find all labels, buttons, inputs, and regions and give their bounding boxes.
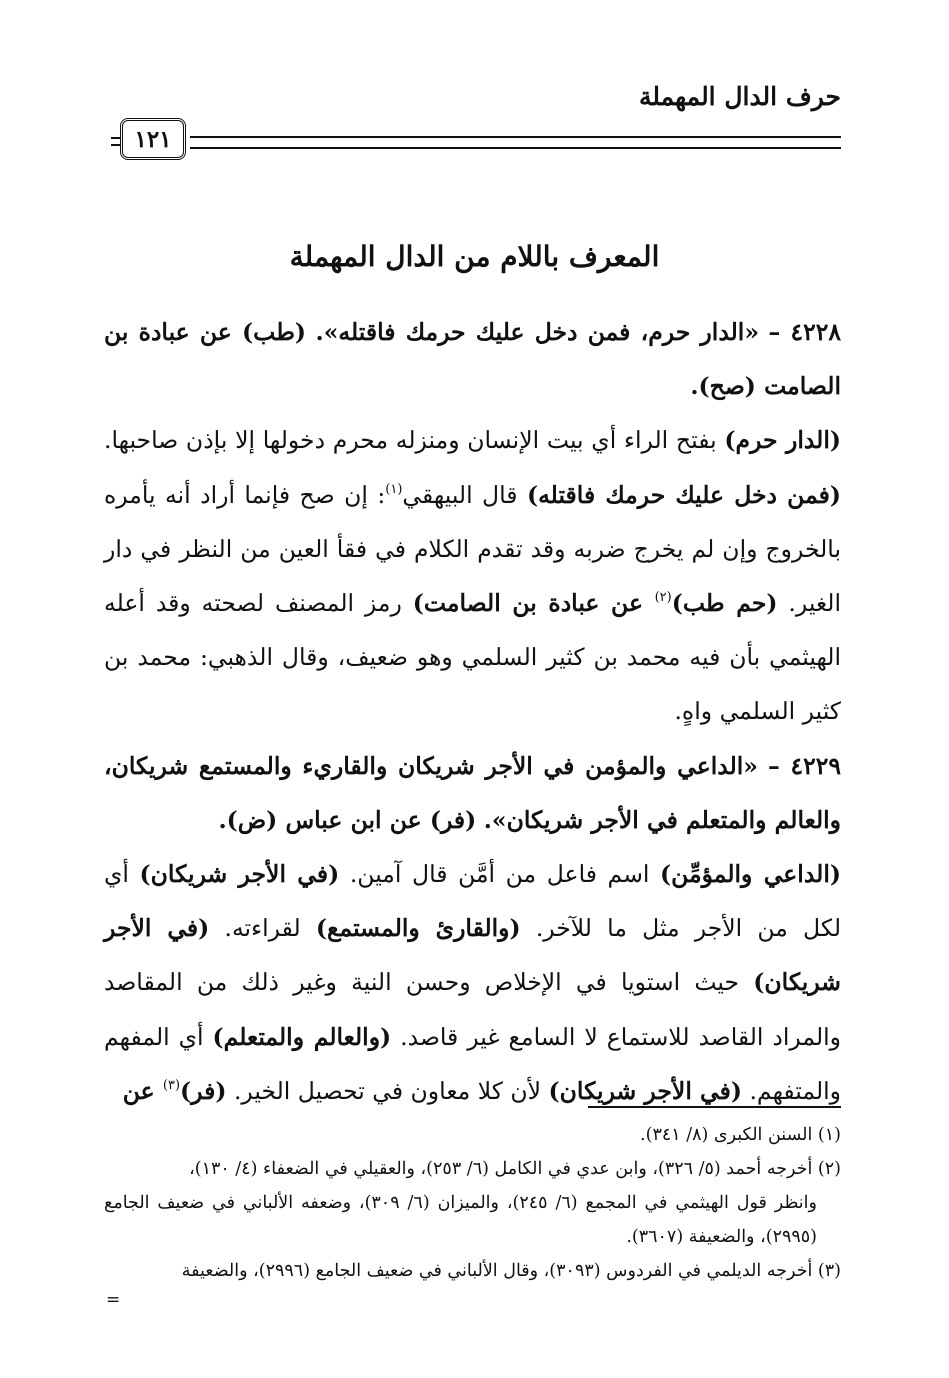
commentary-text: : إن صح فإنما أراد أنه يأمره بالخروج وإن لم يخرج ضربه وقد تقدم الكلام في فقأ العين من النظر في دار الغير. [104,480,841,618]
entry-number: ٤٢٢٨ – [768,318,841,346]
commentary-text: لقراءته. [209,914,316,943]
commentary-lemma: (الدار حرم) [724,426,841,455]
entry-number: ٤٢٢٩ – [767,751,841,780]
hadith-entry-4229 [104,739,841,847]
footnote-3: (٣) أخرجه الديلمي في الفردوس (٣٠٩٣)، وقال الألباني في ضعيف الجامع (٢٩٩٦)، والضعيفة [181,1261,841,1281]
commentary-text: حيث استويا في الإخلاص وحسن النية وغير ذلك من المقاصد والمراد القاصد للاستماع لا السامع غير قاصد. [104,968,841,1051]
hadith-source: (فر) عن ابن عباس (ض). [218,805,477,834]
footnotes [104,1118,841,1288]
commentary-lemma: عن عبادة بن الصامت) [412,589,655,618]
hadith-text: «الداعي والمؤمن في الأجر شريكان والقاريء والمستمع شريكان، والعالم والمتعلم في الأجر شريكان». [104,751,841,834]
commentary-lemma: (في الأجر شريكان) [139,860,340,889]
section-title: المعرف باللام من الدال المهملة [289,240,660,273]
commentary-lemma: (فمن دخل عليك حرمك فاقتله) [526,480,842,509]
commentary-text: رمز المصنف لصحته وقد أعله الهيثمي بأن فيه محمد بن كثير السلمي وهو ضعيف، وقال الذهبي: محمد بن كثير السلمي واهٍ. [104,589,841,726]
commentary-lemma: (في الأجر شريكان) [104,914,841,997]
commentary-4228 [104,413,841,738]
commentary-text: قال البيهقي [402,480,527,509]
commentary-lemma: (فر) [180,1076,227,1105]
footnote-2-continued: وانظر قول الهيثمي في المجمع (٦/ ٢٤٥)، والميزان (٦/ ٣٠٩)، وضعفه الألباني في ضعيف الجامع (٢٩٩٥)، والضعيفة (٣٦٠٧). [104,1193,817,1247]
main-text [104,305,841,1118]
hadith-source: (طب) عن عبادة بن الصامت (صح). [104,318,841,401]
commentary-text: أي المفهم والمتفهم. [104,1022,841,1105]
page-number: ١٢١ [120,118,186,160]
commentary-text: اسم فاعل من أمَّن قال آمين. [339,860,661,889]
commentary-4229 [104,847,841,1118]
footnote-ref[interactable]: (٣) [162,1077,181,1093]
continued-mark: = [106,1290,121,1310]
commentary-lemma: (والعالم والمتعلم) [212,1022,392,1051]
commentary-text: لأن كلا معاون في تحصيل الخير. [226,1076,549,1105]
footnote-ref[interactable]: (١) [385,481,403,497]
hadith-entry-4228 [104,305,841,413]
commentary-text: أي لكل من الأجر مثل ما للآخر. [104,860,841,943]
commentary-lemma: (حم طب) [671,589,778,618]
footnote-2: (٢) أخرجه أحمد (٥/ ٣٢٦)، وابن عدي في الكامل (٦/ ٢٥٣)، والعقيلي في الضعفاء (٤/ ١٣٠)، [189,1159,841,1179]
footnote-1: (١) السنن الكبرى (٨/ ٣٤١). [640,1125,841,1145]
commentary-lemma: (والقارئ والمستمع) [315,914,521,943]
commentary-lemma: (الداعي والمؤمِّن) [660,860,841,889]
running-title: حرف الدال المهملة [638,82,841,111]
footnote-ref[interactable]: (٢) [654,590,672,606]
commentary-lemma: (في الأجر شريكان) [548,1076,742,1105]
hadith-text: «الدار حرم، فمن دخل عليك حرمك فاقتله». [315,318,760,346]
footnote-rule [588,1106,841,1108]
commentary-lemma: عن [122,1076,163,1105]
commentary-text: بفتح الراء أي بيت الإنسان ومنزله محرم دخولها إلا بإذن صاحبها. [104,426,725,455]
header-rule [190,136,841,149]
